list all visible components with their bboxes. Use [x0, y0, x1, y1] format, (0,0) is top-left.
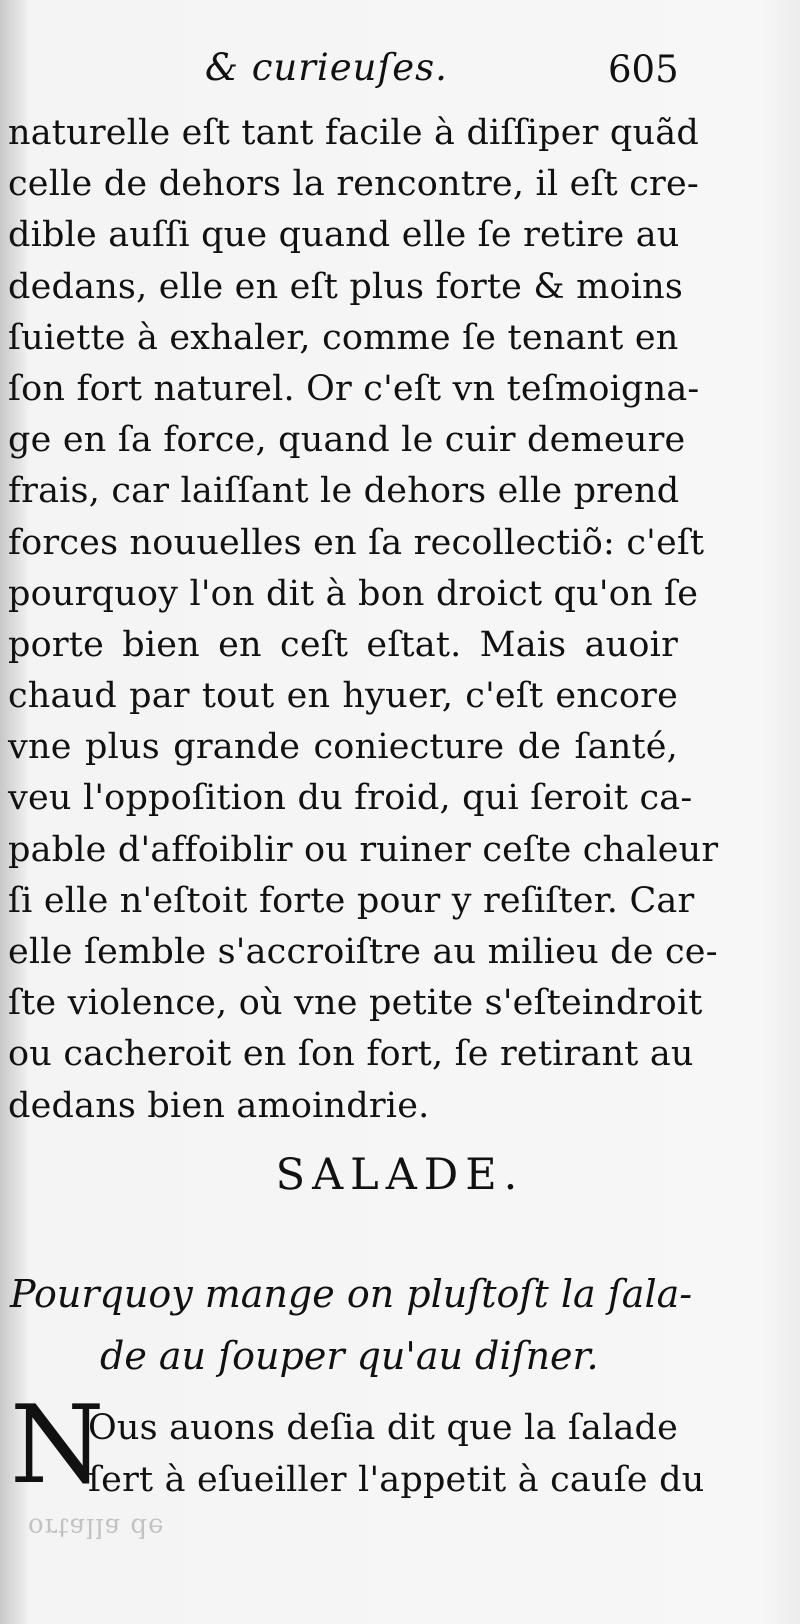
- text-line: ſert à eſueiller l'appetit à cauſe du: [88, 1460, 705, 1500]
- text-line: celle de dehors la rencontre, il eſt cre-: [8, 164, 699, 205]
- text-line: dedans, elle en eſt plus forte & moins: [8, 266, 684, 307]
- text-line: forces nouuelles en ſa recollectiõ: c'eſt: [8, 522, 705, 563]
- text-line: ſon fort naturel. Or c'eſt vn teſmoigna-: [8, 368, 700, 409]
- section-title: SALADE.: [275, 1150, 525, 1200]
- page-number: 605: [608, 48, 679, 91]
- question-line: de au ſouper qu'au diſner.: [100, 1334, 599, 1378]
- question-heading: [10, 1263, 693, 1387]
- text-line: ge en ſa force, quand le cuir demeure: [8, 420, 686, 461]
- text-line: vne plus grande coniecture de ſanté,: [8, 727, 678, 768]
- text-line: dible auſſi que quand elle ſe retire au: [8, 215, 680, 256]
- text-line: Ous auons deſia dit que la ſalade: [88, 1408, 679, 1448]
- paragraph: [88, 1402, 705, 1506]
- bleed-through-text: ortalla de: [28, 1512, 165, 1542]
- page-header: [0, 46, 800, 96]
- text-line: chaud par tout en hyuer, c'eſt encore: [8, 676, 678, 717]
- text-line: naturelle eſt tant facile à diſſiper quãd: [8, 113, 699, 153]
- text-line: ſi elle n'eſtoit forte pour y reſiſter. Car: [8, 880, 695, 921]
- text-line: ou cacheroit en ſon fort, ſe retirant au: [8, 1034, 694, 1075]
- text-line: elle ſemble s'accroiſtre au milieu de ce-: [8, 932, 718, 972]
- text-line: ſte violence, où vne petite s'eſteindroit: [8, 983, 703, 1024]
- text-line: pable d'affoiblir ou ruiner ceſte chaleur: [8, 829, 719, 870]
- text-line: ſuiette à exhaler, comme ſe tenant en: [8, 317, 679, 358]
- text-line: porte bien en ceſt eſtat. Mais auoir: [8, 624, 678, 665]
- text-line: frais, car laiſſant le dehors elle prend: [8, 471, 680, 512]
- drop-cap: N: [10, 1383, 105, 1508]
- body-text: [8, 108, 719, 1132]
- question-line: Pourquoy mange on pluſtoſt la ſala-: [10, 1272, 693, 1316]
- running-head: & curieuſes.: [205, 46, 448, 89]
- text-line: veu l'oppoſition du froid, qui ſeroit ca-: [8, 778, 693, 819]
- text-line: dedans bien amoindrie.: [8, 1085, 430, 1126]
- text-line: pourquoy l'on dit à bon droict qu'on ſe: [8, 573, 699, 614]
